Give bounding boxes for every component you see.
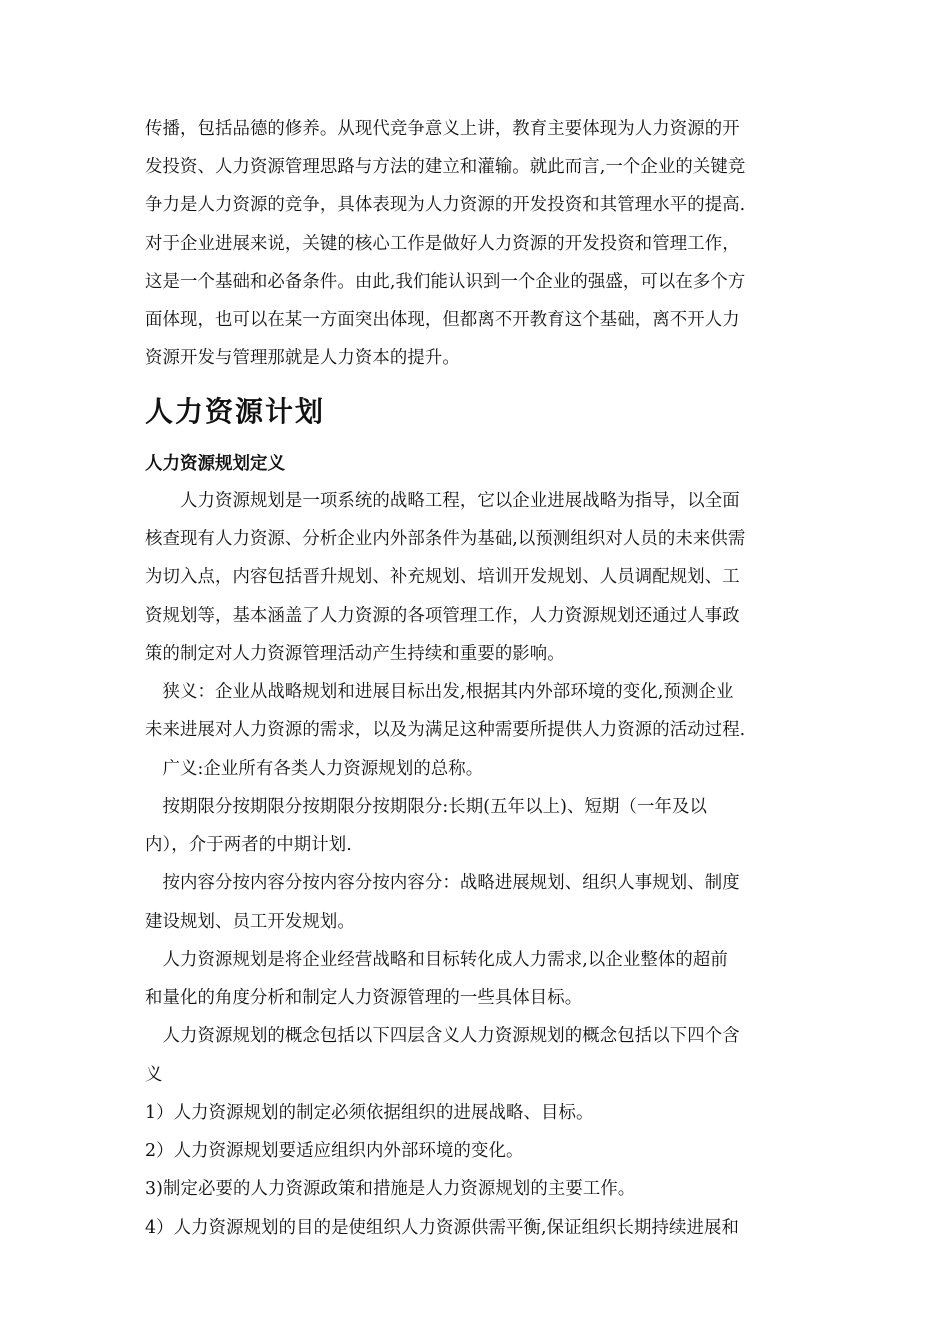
body-line: 人力资源规划是将企业经营战略和目标转化成人力需求,以企业整体的超前: [145, 950, 728, 970]
body-line: 狭义：企业从战略规划和进展目标出发,根据其内外部环境的变化,预测企业: [145, 682, 734, 702]
body-line: 和量化的角度分析和制定人力资源管理的一些具体目标。: [145, 988, 583, 1008]
intro-line: 资源开发与管理那就是人力资本的提升。: [145, 348, 460, 368]
intro-line: 发投资、人力资源管理思路与方法的建立和灌输。就此而言,一个企业的关键竞: [145, 157, 746, 177]
body-line: 为切入点，内容包括晋升规划、补充规划、培训开发规划、人员调配规划、工: [145, 567, 740, 587]
body-line: 核查现有人力资源、分析企业内外部条件为基础,以预测组织对人员的未来供需: [145, 529, 746, 549]
body-line: 按期限分按期限分按期限分按期限分:长期(五年以上)、短期（一年及以: [145, 797, 707, 817]
body-line: 人力资源规划的概念包括以下四层含义人力资源规划的概念包括以下四个含: [145, 1026, 740, 1046]
list-item: 4）人力资源规划的目的是使组织人力资源供需平衡,保证组织长期持续进展和: [145, 1218, 739, 1238]
list-item: 3)制定必要的人力资源政策和措施是人力资源规划的主要工作。: [145, 1179, 636, 1199]
body-line: 人力资源规划是一项系统的战略工程，它以企业进展战略为指导，以全面: [145, 491, 740, 511]
intro-line: 传播，包括品德的修养。从现代竞争意义上讲，教育主要体现为人力资源的开: [145, 119, 740, 139]
list-item: 2）人力资源规划要适应组织内外部环境的变化。: [145, 1141, 524, 1161]
body-line: 资规划等，基本涵盖了人力资源的各项管理工作，人力资源规划还通过人事政: [145, 606, 740, 626]
section-title: 人力资源计划: [145, 395, 326, 428]
intro-line: 这是一个基础和必备条件。由此,我们能认识到一个企业的强盛，可以在多个方: [145, 272, 746, 292]
list-item: 1）人力资源规划的制定必须依据组织的进展战略、目标。: [145, 1103, 594, 1123]
intro-line: 面体现，也可以在某一方面突出体现，但都离不开教育这个基础，离不开人力: [145, 310, 740, 330]
section-subtitle: 人力资源规划定义: [145, 454, 285, 474]
intro-line: 争力是人力资源的竞争，具体表现为人力资源的开发投资和其管理水平的提高.: [145, 195, 746, 215]
body-line: 按内容分按内容分按内容分按内容分：战略进展规划、组织人事规划、制度: [145, 873, 740, 893]
body-line: 策的制定对人力资源管理活动产生持续和重要的影响。: [145, 644, 565, 664]
body-line: 义: [145, 1065, 163, 1085]
body-line: 建设规划、员工开发规划。: [145, 912, 355, 932]
body-line: 广义:企业所有各类人力资源规划的总称。: [145, 759, 484, 779]
body-line: 内），介于两者的中期计划.: [145, 835, 352, 855]
intro-line: 对于企业进展来说，关键的核心工作是做好人力资源的开发投资和管理工作，: [145, 234, 740, 254]
body-line: 未来进展对人力资源的需求，以及为满足这种需要所提供人力资源的活动过程.: [145, 720, 746, 740]
